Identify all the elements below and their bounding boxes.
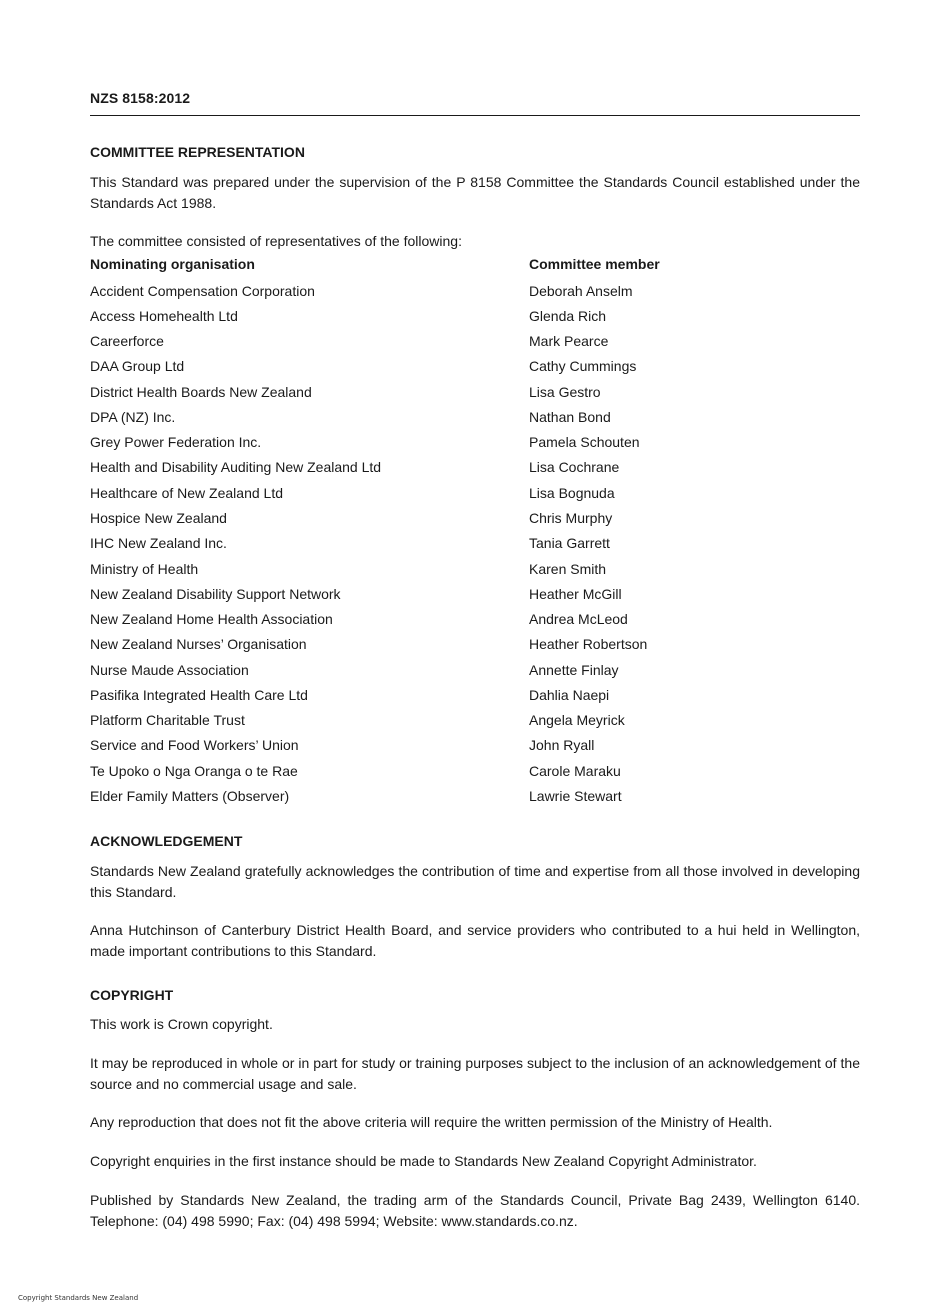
copyright-paragraph-3: Any reproduction that does not fit the above criteria will require the written permission of the Ministry of Health. <box>90 1114 773 1130</box>
committee-table <box>90 256 860 809</box>
member-cell: Lisa Cochrane <box>529 459 620 476</box>
organisation-cell: Grey Power Federation Inc. <box>90 434 262 451</box>
column-header-organisation: Nominating organisation <box>90 256 255 272</box>
committee-table-row <box>90 783 860 808</box>
member-cell: Deborah Anselm <box>529 282 633 299</box>
organisation-cell: Accident Compensation Corporation <box>90 282 315 299</box>
organisation-cell: DAA Group Ltd <box>90 358 185 375</box>
committee-table-row <box>90 354 860 379</box>
committee-table-row <box>90 606 860 631</box>
organisation-cell: IHC New Zealand Inc. <box>90 535 227 552</box>
header-divider <box>90 115 860 116</box>
member-cell: John Ryall <box>529 737 595 754</box>
organisation-cell: New Zealand Disability Support Network <box>90 585 341 602</box>
member-cell: Heather McGill <box>529 585 622 602</box>
member-cell: Angela Meyrick <box>529 712 625 729</box>
member-cell: Chris Murphy <box>529 510 613 527</box>
member-cell: Glenda Rich <box>529 307 607 324</box>
footer-copyright-note: Copyright Standards New Zealand <box>18 1294 139 1302</box>
copyright-paragraph-4: Copyright enquiries in the first instance should be made to Standards New Zealand Copyright Administrator. <box>90 1153 757 1169</box>
acknowledgement-section-title: ACKNOWLEDGEMENT <box>90 833 243 849</box>
acknowledgement-paragraph-2: Anna Hutchinson of Canterbury District Health Board, and service providers who contributed to a hui held in Wellington, made important contributions to this Standard. <box>90 922 860 959</box>
copyright-paragraph-2: It may be reproduced in whole or in part for study or training purposes subject to the inclusion of an acknowledgement of the source and no commercial usage and sale. <box>90 1055 860 1092</box>
committee-table-row <box>90 303 860 328</box>
committee-table-row <box>90 657 860 682</box>
member-cell: Karen Smith <box>529 560 607 577</box>
acknowledgement-paragraph-1: Standards New Zealand gratefully acknowledges the contribution of time and expertise from all those involved in developing this Standard. <box>90 863 860 900</box>
committee-table-row <box>90 708 860 733</box>
organisation-cell: Elder Family Matters (Observer) <box>90 787 290 804</box>
committee-table-row <box>90 430 860 455</box>
organisation-cell: Access Homehealth Ltd <box>90 307 238 324</box>
committee-intro: This Standard was prepared under the supervision of the P 8158 Committee the Standards Council established under the Standards Act 1988. <box>90 174 860 211</box>
standard-code: NZS 8158:2012 <box>90 90 191 106</box>
copyright-paragraph-5: Published by Standards New Zealand, the trading arm of the Standards Council, Private Bag 2439, Wellington 6140. Telephone: (04) 498 5990; Fax: (04) 498 5994; Website: www.standards.co.nz. <box>90 1192 860 1229</box>
member-cell: Mark Pearce <box>529 333 609 350</box>
organisation-cell: DPA (NZ) Inc. <box>90 408 176 425</box>
member-cell: Nathan Bond <box>529 408 611 425</box>
column-header-member: Committee member <box>529 256 660 272</box>
committee-table-row <box>90 556 860 581</box>
copyright-paragraph-1: This work is Crown copyright. <box>90 1016 273 1032</box>
member-cell: Lisa Gestro <box>529 383 601 400</box>
organisation-cell: Healthcare of New Zealand Ltd <box>90 484 283 501</box>
member-cell: Tania Garrett <box>529 535 610 552</box>
committee-consisted: The committee consisted of representatives of the following: <box>90 233 462 249</box>
member-cell: Pamela Schouten <box>529 434 640 451</box>
committee-rows <box>90 278 860 809</box>
member-cell: Dahlia Naepi <box>529 686 610 703</box>
organisation-cell: New Zealand Home Health Association <box>90 611 333 628</box>
committee-table-row <box>90 278 860 303</box>
organisation-cell: District Health Boards New Zealand <box>90 383 312 400</box>
member-cell: Cathy Cummings <box>529 358 637 375</box>
organisation-cell: Careerforce <box>90 333 164 350</box>
member-cell: Lisa Bognuda <box>529 484 615 501</box>
member-cell: Annette Finlay <box>529 661 619 678</box>
organisation-cell: Ministry of Health <box>90 560 199 577</box>
organisation-cell: New Zealand Nurses’ Organisation <box>90 636 307 653</box>
committee-section-title: COMMITTEE REPRESENTATION <box>90 144 305 160</box>
member-cell: Heather Robertson <box>529 636 648 653</box>
organisation-cell: Service and Food Workers’ Union <box>90 737 299 754</box>
member-cell: Andrea McLeod <box>529 611 628 628</box>
committee-table-row <box>90 505 860 530</box>
committee-table-row <box>90 329 860 354</box>
organisation-cell: Hospice New Zealand <box>90 510 227 527</box>
organisation-cell: Nurse Maude Association <box>90 661 249 678</box>
committee-table-row <box>90 682 860 707</box>
committee-table-row <box>90 632 860 657</box>
organisation-cell: Te Upoko o Nga Oranga o te Rae <box>90 762 298 779</box>
committee-table-row <box>90 531 860 556</box>
committee-table-row <box>90 404 860 429</box>
committee-table-row <box>90 480 860 505</box>
member-cell: Lawrie Stewart <box>529 787 622 804</box>
committee-table-row <box>90 379 860 404</box>
organisation-cell: Pasifika Integrated Health Care Ltd <box>90 686 308 703</box>
committee-table-row <box>90 581 860 606</box>
copyright-section-title: COPYRIGHT <box>90 987 174 1003</box>
member-cell: Carole Maraku <box>529 762 621 779</box>
organisation-cell: Health and Disability Auditing New Zealand Ltd <box>90 459 382 476</box>
committee-table-header <box>90 256 860 278</box>
organisation-cell: Platform Charitable Trust <box>90 712 245 729</box>
committee-table-row <box>90 733 860 758</box>
committee-table-row <box>90 455 860 480</box>
committee-table-row <box>90 758 860 783</box>
